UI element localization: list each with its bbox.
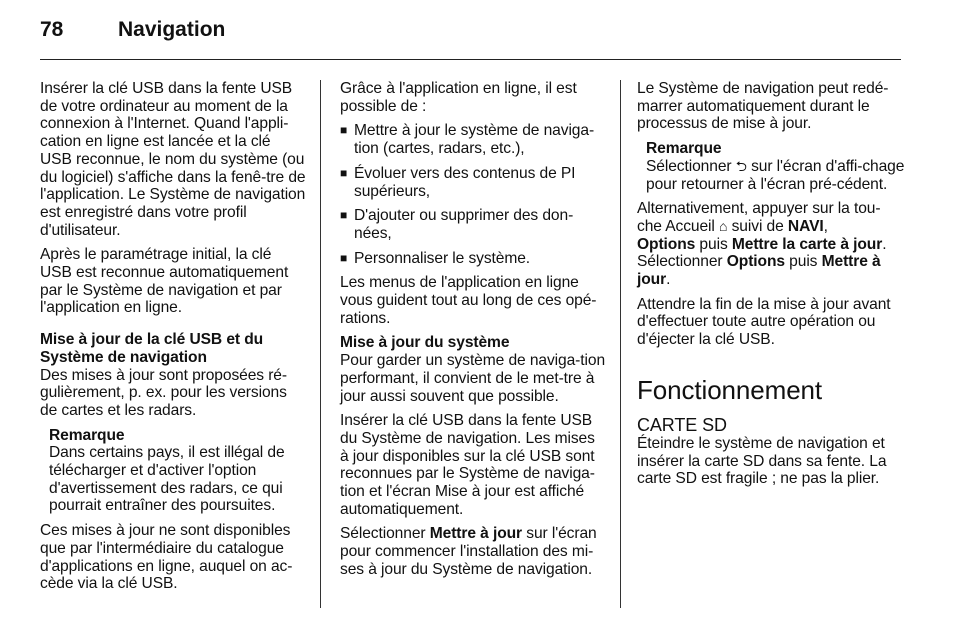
paragraph: Les menus de l'application en ligne vous guident tout au long de ces opé-rations. (340, 274, 597, 327)
list-item: ■ Évoluer vers des contenus de PI supérieurs, (340, 164, 576, 200)
page-title: Navigation (118, 18, 226, 41)
paragraph: Éteindre le système de navigation et insérer la carte SD dans sa fente. La carte SD est fragile ; ne pas la plier. (637, 434, 887, 488)
paragraph: Insérer la clé USB dans la fente USB du Système de navigation. Les mises à jour disponibles sur la clé USB sont reconnues par le Système de naviga-tion et l'écran Mise à jour est affiché automatiquement. (340, 412, 595, 518)
list-item: ■ Mettre à jour le système de naviga-tion (cartes, radars, etc.), (340, 122, 595, 158)
note-text: Dans certains pays, il est illégal de télécharger et d'activer l'option d'avertissement des radars, ce qui pourrait entraîner des poursuites. (49, 444, 285, 515)
paragraph: Insérer la clé USB dans la fente USB de votre ordinateur au moment de la connexion à l'Internet. Quand l'appli-cation en ligne est lancée et la clé USB reconnue, le nom du système (ou du logiciel) s'affiche dans la fenê-tre de l'application. Le Système de navigation est enregistré dans votre profil d'utilisateur. (40, 80, 306, 239)
page-number: 78 (40, 18, 64, 41)
ui-term: Mettre à jour (637, 253, 881, 289)
paragraph: Des mises à jour sont proposées ré-gulièrement, p. ex. pour les versions de cartes et les radars. (40, 366, 287, 419)
note-box (637, 140, 905, 193)
subsection-heading: CARTE SD (637, 414, 727, 435)
section-heading: Mise à jour de la clé USB et du Système de navigation (40, 331, 264, 366)
column-divider-2 (620, 80, 621, 608)
note-box (40, 427, 306, 516)
ui-term: Options (726, 253, 785, 271)
ui-term: Options (637, 235, 696, 253)
paragraph: Le Système de navigation peut redé-marrer automatiquement durant le processus de mise à jour. (637, 80, 889, 133)
paragraph: Après le paramétrage initial, la clé USB est reconnue automatiquement par le Système de navigation et par l'application en ligne. (40, 246, 289, 317)
paragraph: Pour garder un système de naviga-tion performant, il convient de le met-tre à jour aussi souvent que possible. (340, 352, 606, 405)
bullet-icon: ■ (340, 250, 348, 265)
chapter-heading: Fonctionnement (637, 374, 823, 405)
paragraph: Grâce à l'application en ligne, il est possible de : (340, 80, 577, 115)
column-3 (637, 80, 905, 495)
list-item: ■ D'ajouter ou supprimer des don-nées, (340, 207, 574, 242)
note-title: Remarque (646, 140, 722, 158)
paragraph: Alternativement, appuyer sur la tou-che Accueil ⌂ suivi de NAVI, Options puis Mettre la carte à jour. Sélectionner Options puis Mettre à jour. (637, 200, 887, 289)
ui-term: NAVI (787, 217, 824, 235)
bullet-list (340, 122, 606, 267)
section-heading: Mise à jour du système (340, 334, 510, 352)
page-header (40, 18, 225, 50)
back-arrow-icon: ⮌ (735, 157, 747, 174)
paragraph: Sélectionner Mettre à jour sur l'écran pour commencer l'installation des mi-ses à jour du Système de navigation. (340, 525, 597, 578)
bullet-icon: ■ (340, 123, 348, 138)
note-title: Remarque (49, 426, 125, 444)
column-2 (340, 80, 606, 586)
note-text: Sélectionner ⮌ sur l'écran d'affi-chage pour retourner à l'écran pré-cédent. (646, 157, 905, 193)
home-icon: ⌂ (719, 217, 728, 234)
header-divider (40, 59, 901, 60)
bullet-icon: ■ (340, 165, 348, 180)
column-1 (40, 80, 306, 600)
paragraph: Attendre la fin de la mise à jour avant d'effectuer toute autre opération ou d'éjecter la clé USB. (637, 295, 891, 349)
column-divider-1 (320, 80, 321, 608)
ui-term: Mettre la carte à jour (731, 235, 883, 253)
list-item: ■ Personnaliser le système. (340, 249, 531, 267)
ui-term: Mettre à jour (429, 525, 523, 543)
bullet-icon: ■ (340, 208, 348, 223)
paragraph: Ces mises à jour ne sont disponibles que par l'intermédiaire du catalogue d'applications en ligne, auquel on ac-cède via la clé USB. (40, 522, 293, 593)
